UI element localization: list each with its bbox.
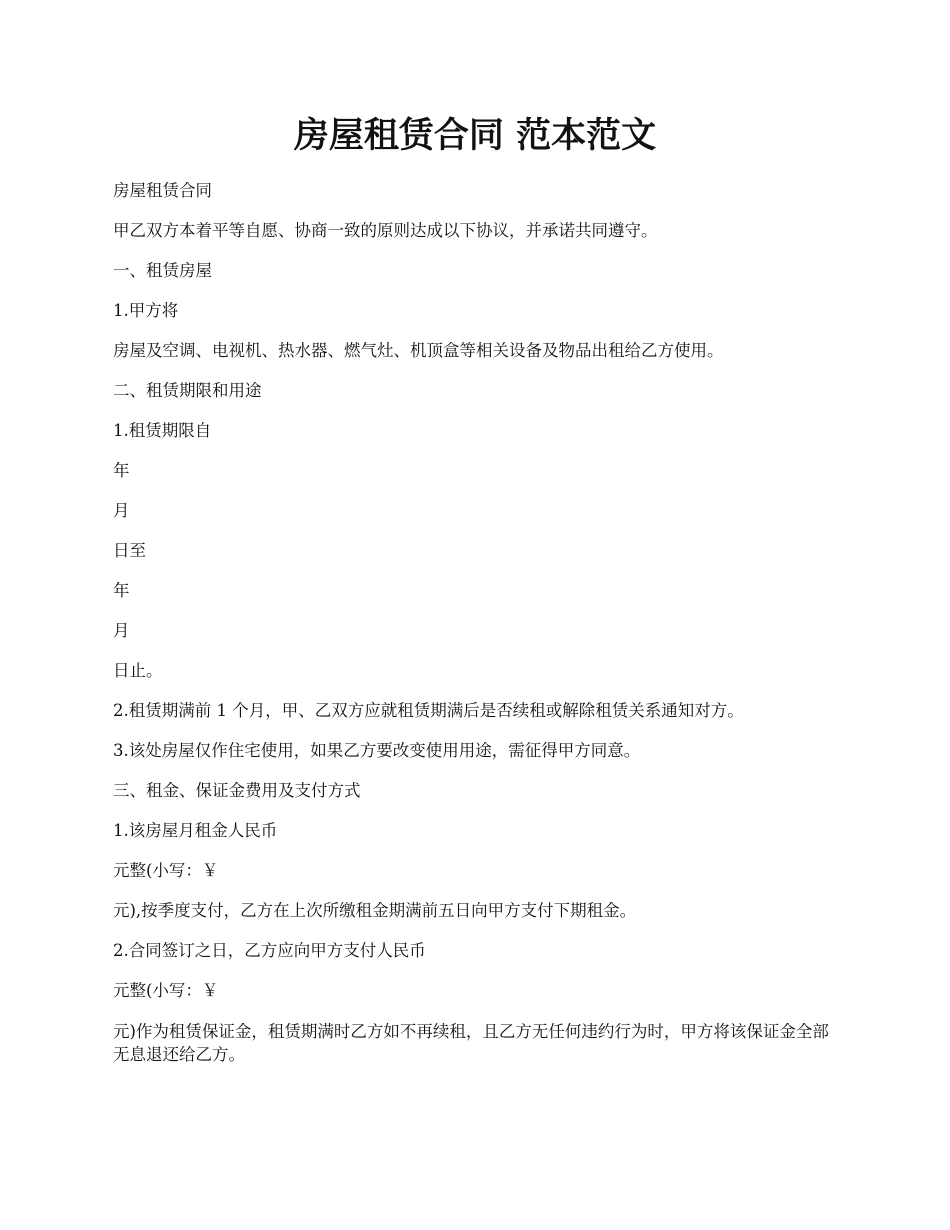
- amount-fragment: 元整(小写：￥: [113, 861, 219, 880]
- date-fragment: 年: [113, 461, 130, 480]
- date-fragment: 月: [113, 501, 130, 520]
- clause-2-2: 2.租赁期满前 1 个月，甲、乙双方应就租赁期满后是否续租或解除租赁关系通知对方。: [113, 701, 744, 720]
- clause-3-2: 2.合同签订之日，乙方应向甲方支付人民币: [113, 941, 426, 960]
- clause-3-1-continued: 元),按季度支付，乙方在上次所缴租金期满前五日向甲方支付下期租金。: [113, 901, 637, 920]
- document-title: 房屋租赁合同 范本范文: [293, 115, 657, 156]
- document-body: [113, 177, 833, 1066]
- clause-2-1: 1.租赁期限自: [113, 421, 212, 440]
- date-fragment: 年: [113, 581, 130, 600]
- date-fragment: 日至: [113, 541, 146, 560]
- paragraph-heading: 房屋租赁合同: [113, 181, 212, 200]
- clause-2-3: 3.该处房屋仅作住宅使用，如果乙方要改变使用用途，需征得甲方同意。: [113, 741, 641, 760]
- clause-1-1-continued: 房屋及空调、电视机、热水器、燃气灶、机顶盒等相关设备及物品出租给乙方使用。: [113, 341, 724, 360]
- clause-1-1: 1.甲方将: [113, 301, 179, 320]
- paragraph-preamble: 甲乙双方本着平等自愿、协商一致的原则达成以下协议，并承诺共同遵守。: [113, 221, 658, 240]
- clause-3-2-continued: 元)作为租赁保证金，租赁期满时乙方如不再续租，且乙方无任何违约行为时，甲方将该保证金全部无息退还给乙方。: [113, 1022, 829, 1064]
- date-fragment: 月: [113, 621, 130, 640]
- amount-fragment: 元整(小写：￥: [113, 981, 219, 1000]
- section-heading-2: 二、租赁期限和用途: [113, 381, 262, 400]
- clause-3-1: 1.该房屋月租金人民币: [113, 821, 278, 840]
- section-heading-1: 一、租赁房屋: [113, 261, 212, 280]
- date-fragment: 日止。: [113, 661, 163, 680]
- section-heading-3: 三、租金、保证金费用及支付方式: [113, 781, 361, 800]
